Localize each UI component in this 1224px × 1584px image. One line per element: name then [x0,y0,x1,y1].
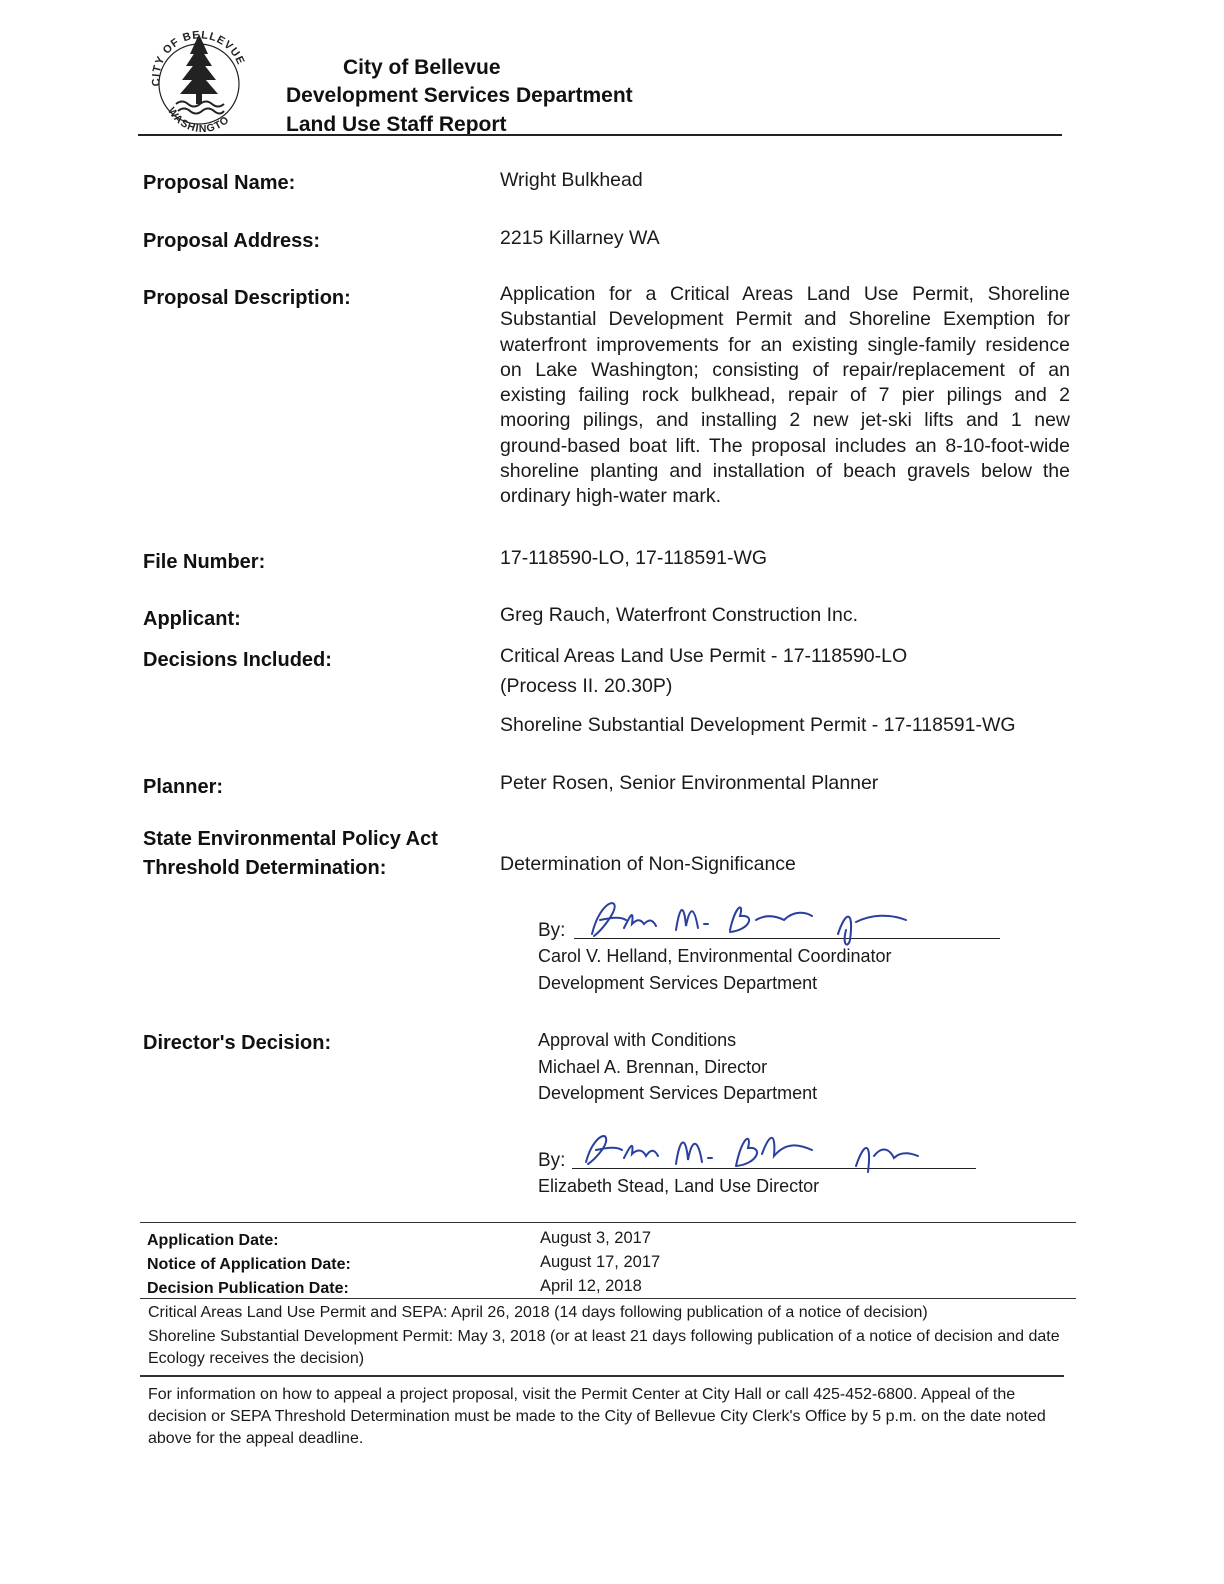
sepa-by-label: By: [538,920,566,941]
appeal-information: For information on how to appeal a project proposal, visit the Permit Center at City Hall or call 425-452-6800. Appeal of the decision or SEPA Threshold Determination must be made to the City of Bellevue City Clerk's Office by 5 p.m. on the date noted above for the appeal deadline. [148,1386,1046,1447]
decisions-included-label: Decisions Included: [143,649,332,671]
directors-decision-label: Director's Decision: [143,1032,332,1054]
applicant-value: Greg Rauch, Waterfront Construction Inc. [500,604,859,626]
director-handwritten-signature [576,1122,936,1178]
director-by-label: By: [538,1150,566,1171]
city-seal-logo [140,22,258,140]
appeal-deadline-critical-areas: Critical Areas Land Use Permit and SEPA: April 26, 2018 (14 days following publication of a notice of decision) [148,1304,928,1321]
appeal-divider [140,1375,1064,1377]
planner-label: Planner: [143,776,224,798]
sepa-label-line2: Threshold Determination: [143,857,387,879]
director-signer-name: Elizabeth Stead, Land Use Director [538,1176,820,1196]
sepa-handwritten-signature [580,890,920,950]
proposal-name-label: Proposal Name: [143,172,296,194]
proposal-description-label: Proposal Description: [143,287,351,309]
city-seal-icon [140,22,258,140]
header-divider [138,134,1062,136]
proposal-address-label: Proposal Address: [143,230,321,252]
notice-date-label: Notice of Application Date: [147,1256,351,1273]
city-name: City of Bellevue [343,56,501,79]
department-name: Development Services Department [286,84,633,107]
seal-text-bottom: WASHINGTO [165,105,232,136]
decision-shoreline: Shoreline Substantial Development Permit - 17-118591-WG [500,714,1016,736]
publication-date-label: Decision Publication Date: [147,1280,349,1297]
notice-date-value: August 17, 2017 [540,1253,661,1271]
file-number-value: 17-118590-LO, 17-118591-WG [500,547,768,569]
sepa-signer-name: Carol V. Helland, Environmental Coordinator [538,946,892,966]
dates-bottom-divider [140,1298,1076,1299]
director-department: Development Services Department [538,1083,818,1103]
sepa-determination-value: Determination of Non-Significance [500,853,796,875]
director-name: Michael A. Brennan, Director [538,1057,768,1077]
seal-text-top: CITY OF BELLEVUE [150,29,247,87]
planner-value: Peter Rosen, Senior Environmental Planner [500,772,879,794]
directors-decision-value: Approval with Conditions [538,1030,737,1050]
proposal-address-value: 2215 Killarney WA [500,227,660,249]
appeal-deadline-shoreline: Shoreline Substantial Development Permit: May 3, 2018 (or at least 21 days following publication of a notice of decision and date Ecology receives the decision) [148,1328,1060,1367]
application-date-label: Application Date: [147,1232,279,1249]
file-number-label: File Number: [143,551,266,573]
report-type: Land Use Staff Report [286,113,507,136]
applicant-label: Applicant: [143,608,241,630]
decision-process: (Process II. 20.30P) [500,675,673,697]
application-date-value: August 3, 2017 [540,1229,652,1247]
proposal-description-value: Application for a Critical Areas Land Use Permit, Shoreline Substantial Development Permit and Shoreline Exemption for waterfront improvements for an existing single-family residence on Lake Washington; consisting of repair/replacement of an existing failing rock bulkhead, repair of 7 pier pilings and 2 mooring pilings, and installing 2 new jet-ski lifts and 1 new ground-based boat lift. The proposal includes an 8-10-foot-wide shoreline planting and installation of beach gravels below the ordinary high-water mark. [500,283,1070,508]
sepa-label-line1: State Environmental Policy Act [143,828,438,850]
publication-date-value: April 12, 2018 [540,1277,642,1295]
proposal-name-value: Wright Bulkhead [500,169,643,191]
sepa-signer-department: Development Services Department [538,973,818,993]
decision-critical-areas: Critical Areas Land Use Permit - 17-118590-LO [500,645,908,667]
dates-top-divider [140,1222,1076,1223]
